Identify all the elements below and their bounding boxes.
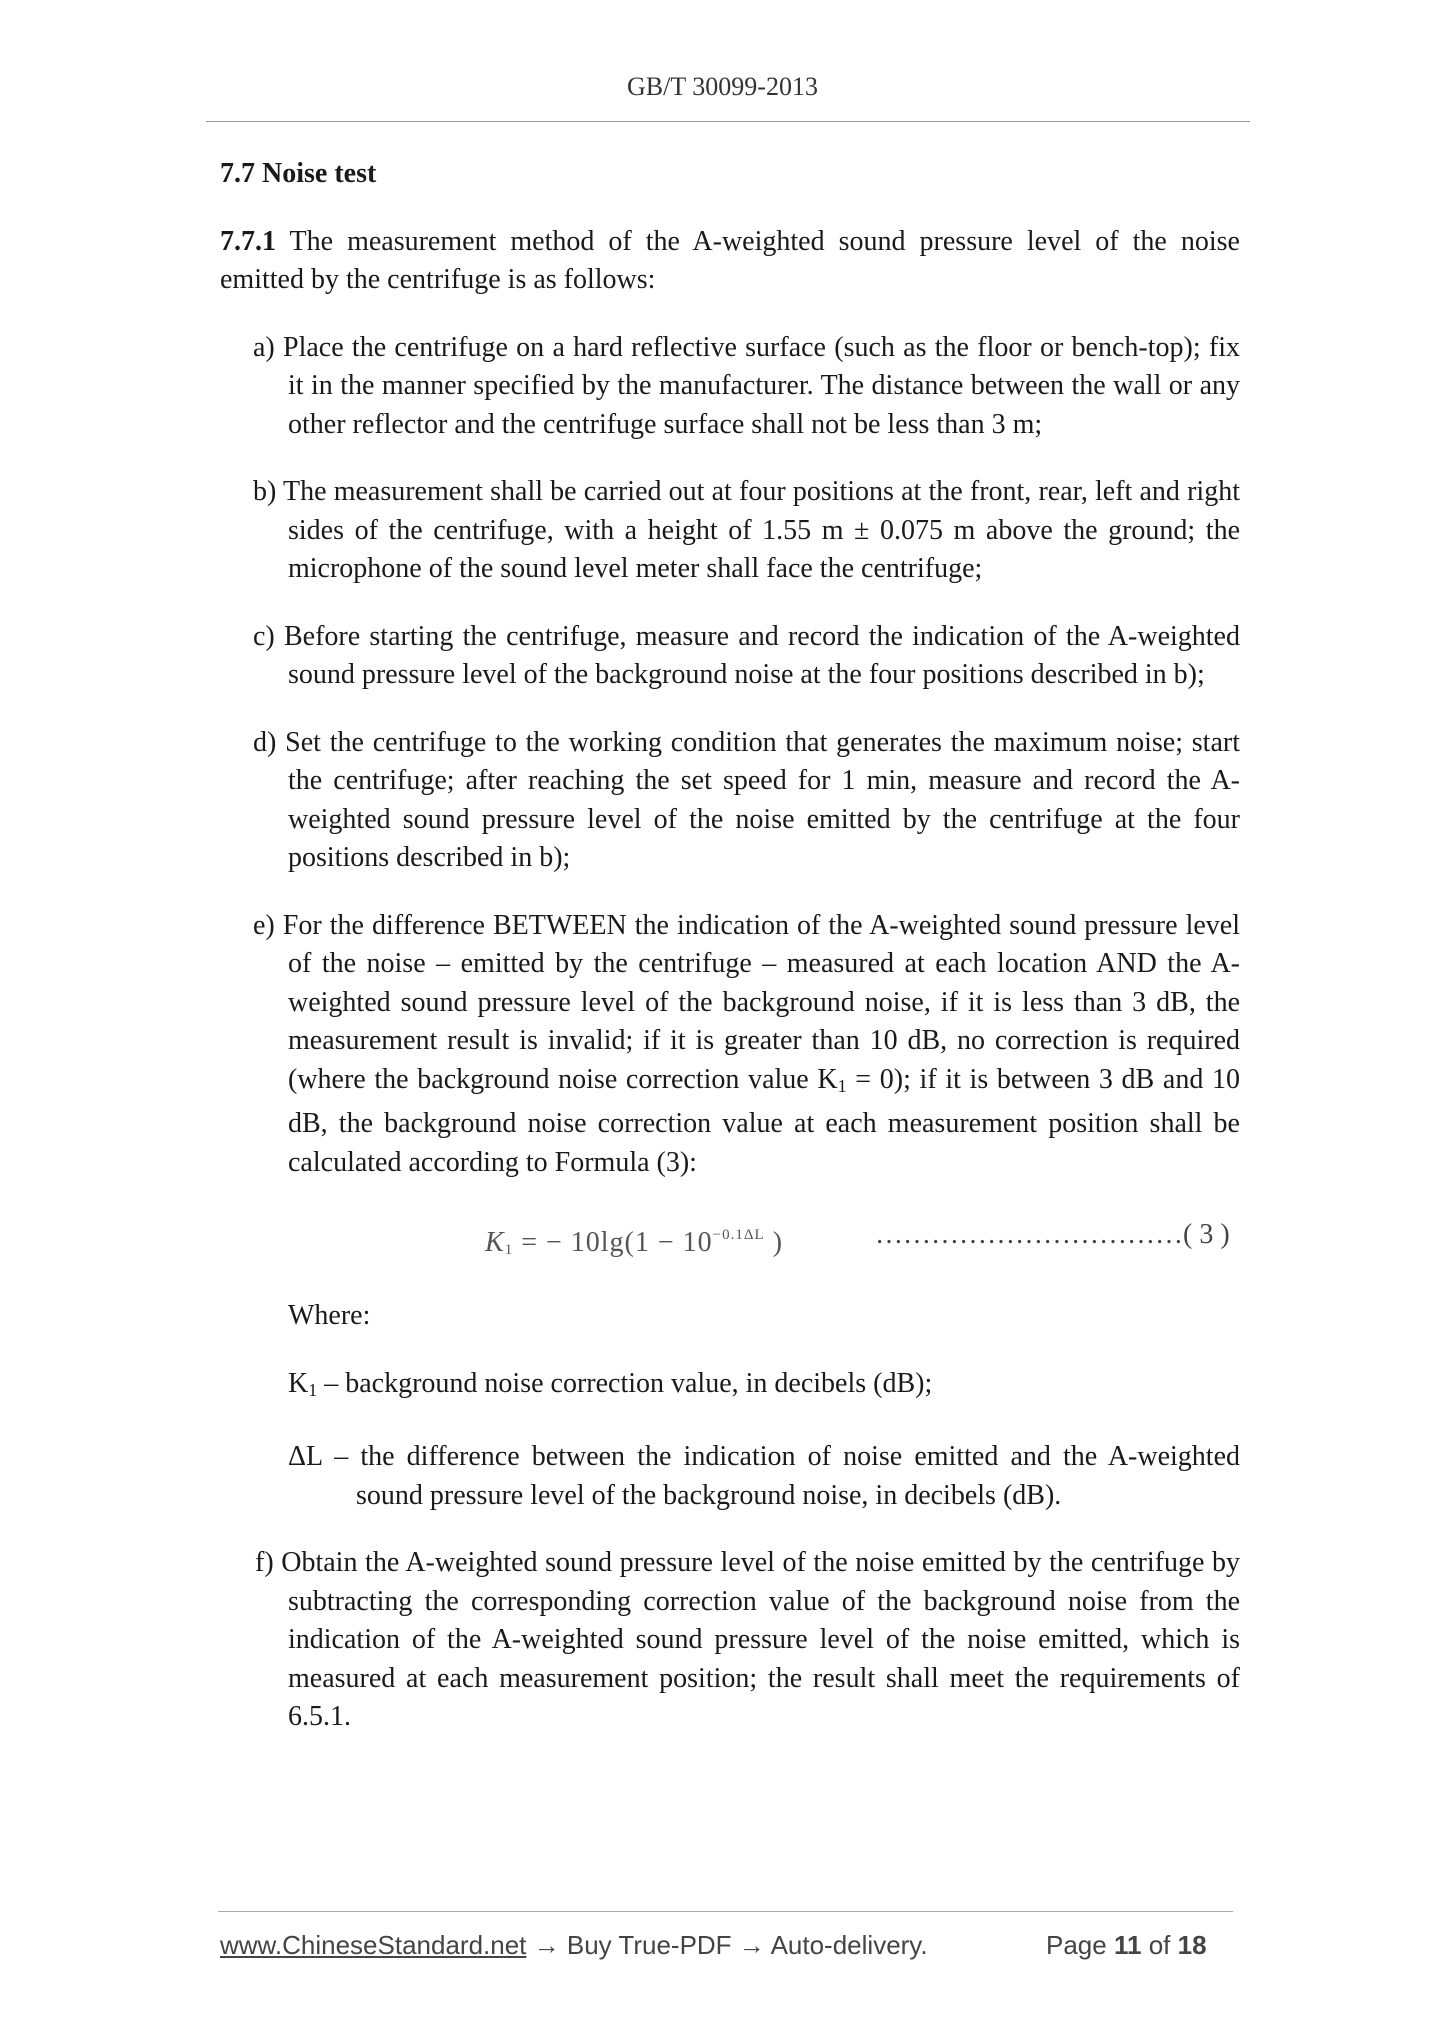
- footer-promo: [220, 1930, 928, 1961]
- list-item-c: c) Before starting the centrifuge, measure and record the indication of the A-weighted sound pressure level of the background noise at the four positions described in b);: [253, 620, 1240, 690]
- page-label: Page: [1046, 1930, 1107, 1960]
- formula-label: ( 3 ): [1183, 1219, 1230, 1250]
- clause-text: The measurement method of the A-weighted sound pressure level of the noise emitted by the centrifuge is as follows:: [220, 225, 1240, 295]
- definition-delta-l: ΔL – the difference between the indication of noise emitted and the A-weighted sound pressure level of the background noise, in decibels (dB).: [288, 1441, 1240, 1511]
- formula-leader: ……………………………: [875, 1219, 1183, 1250]
- list-item-b: b) The measurement shall be carried out at four positions at the front, rear, left and right sides of the centrifuge, with a height of 1.55 m ± 0.075 m above the ground; the microphone of the sound level meter shall face the centrifuge;: [253, 476, 1240, 584]
- formula-lhs: K: [485, 1227, 505, 1258]
- formula-number: [875, 1216, 1230, 1255]
- definition-k1: [288, 1365, 1240, 1410]
- list-item-d: d) Set the centrifuge to the working condition that generates the maximum noise; start the centrifuge; after reaching the set speed for 1 min, measure and record the A-weighted sound pressure level of the noise emitted by the centrifuge at the four positions described in b);: [253, 726, 1240, 873]
- list-item-a: a) Place the centrifuge on a hard reflective surface (such as the floor or bench-top); fix it in the manner specified by the manufacturer. The distance between the wall or any other reflector and the centrifuge surface shall not be less than 3 m;: [253, 331, 1240, 440]
- section-title: 7.7 Noise test: [220, 158, 377, 189]
- document-header: GB/T 30099-2013: [627, 72, 818, 101]
- of-label: of: [1148, 1930, 1171, 1960]
- definition-k1-text: – background noise correction value, in decibels (dB);: [317, 1367, 933, 1399]
- where-label: Where:: [288, 1300, 371, 1331]
- page-number: 11: [1113, 1930, 1142, 1960]
- formula-exponent: −0.1ΔL: [712, 1227, 765, 1243]
- site-link[interactable]: www.ChineseStandard.net: [220, 1930, 527, 1960]
- definition-k1-subscript: 1: [308, 1379, 318, 1400]
- list-item-e: [253, 907, 1240, 1183]
- promo-text: → Buy True-PDF → Auto-delivery.: [526, 1930, 928, 1960]
- formula-3: [220, 1216, 1240, 1256]
- list-item-e-text-1: e) For the difference BETWEEN the indication of the A-weighted sound pressure level of the noise – emitted by the centrifuge – measured at each location AND the A-weighted sound pressure level of the background noise, if it is less than 3 dB, the measurement result is invalid; if it is greater than 10 dB, no correction is required (where the background noise correction value K: [253, 909, 1240, 1095]
- formula-lhs-subscript: 1: [504, 1242, 514, 1258]
- list-item-e-subscript: 1: [837, 1075, 847, 1096]
- formula-close: ): [764, 1227, 784, 1258]
- footer-divider: [218, 1911, 1233, 1912]
- definition-k1-symbol: K: [288, 1367, 309, 1399]
- page-total: 18: [1177, 1930, 1207, 1960]
- header-divider: [206, 121, 1250, 122]
- clause-number: 7.7.1: [220, 225, 276, 257]
- clause-7-7-1: [220, 223, 1240, 300]
- formula-expression: [485, 1216, 783, 1270]
- page-indicator: [1046, 1930, 1207, 1961]
- page-content: [220, 155, 1240, 1737]
- list-item-f: f) Obtain the A-weighted sound pressure level of the noise emitted by the centrifuge by subtracting the corresponding correction value of the background noise from the indication of the A-weighted sound pressure level of the noise emitted, which is measured at each measurement position; the result shall meet the requirements of 6.5.1.: [255, 1547, 1240, 1732]
- formula-rhs: = − 10lg(1 − 10: [513, 1227, 713, 1258]
- list-item-e-text-2: = 0); if it is between 3 dB and 10 dB, the background noise correction value at each measurement position shall be calculated according to Formula (3):: [288, 1063, 1241, 1178]
